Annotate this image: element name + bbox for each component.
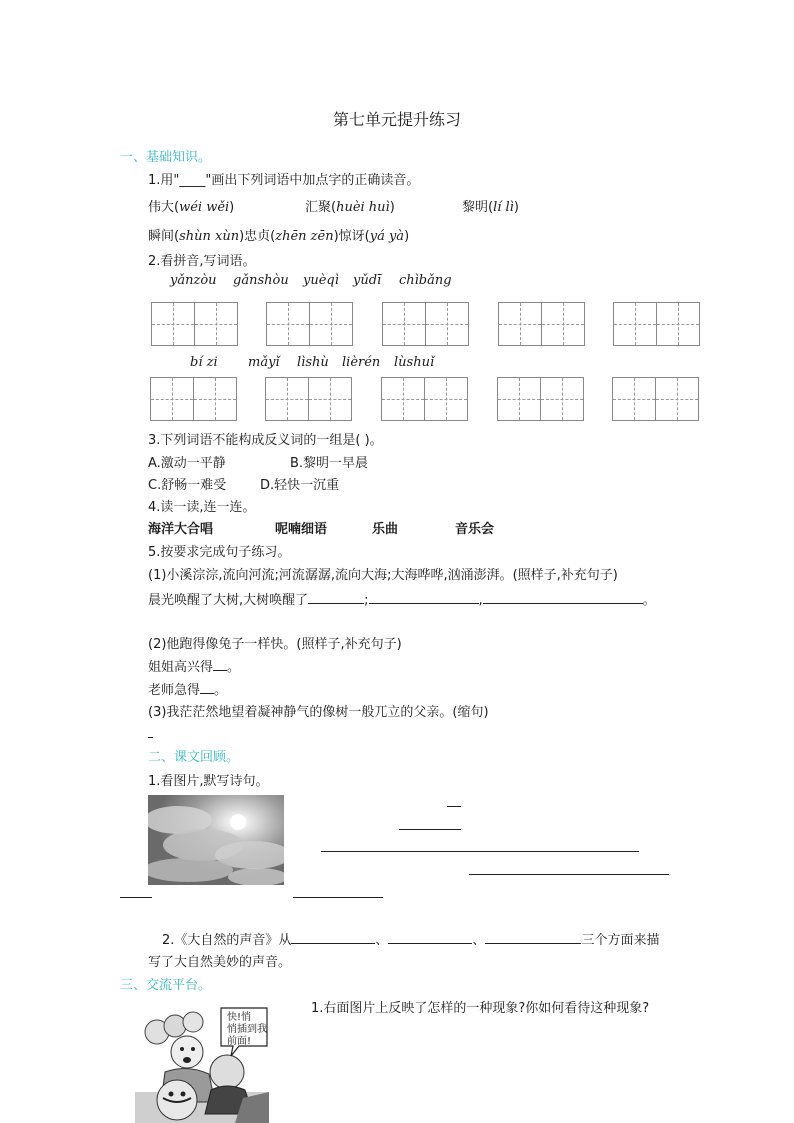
q3-option-b: B.黎明一早晨 xyxy=(290,456,369,471)
q1-item-1 xyxy=(148,196,234,215)
q1-pinyin: zhēn zēn xyxy=(275,229,334,244)
discussion-question-1: 1.右面图片上反映了怎样的一种现象?你如何看待这种现象? xyxy=(311,1001,650,1016)
answer-blank[interactable] xyxy=(213,658,227,671)
bubble-line: 前面! xyxy=(227,1036,252,1047)
q5-sentence-2: (2)他跑得像兔子一样快。(照样子,补充句子) xyxy=(148,637,402,652)
q1-item-3 xyxy=(462,196,519,215)
q5-sentence-3: (3)我茫茫然地望着凝神静气的像树一般兀立的父亲。(缩句) xyxy=(148,705,489,720)
section-heading-review: 二、课文回顾。 xyxy=(148,750,240,765)
writing-grid-10[interactable] xyxy=(612,377,699,421)
answer-blank[interactable] xyxy=(388,931,472,944)
question-4: 4.读一读,连一连。 xyxy=(148,500,256,515)
q1-paren: ) xyxy=(513,200,519,215)
q1-row2 xyxy=(148,225,409,244)
poem-line-blank[interactable] xyxy=(469,874,669,875)
writing-grid-2[interactable] xyxy=(266,302,353,346)
q1-word: 伟大( xyxy=(148,200,180,215)
poem-line-blank[interactable] xyxy=(293,897,383,898)
q1-item-2 xyxy=(305,196,395,215)
writing-grid-7[interactable] xyxy=(265,377,352,421)
question-5: 5.按要求完成句子练习。 xyxy=(148,545,291,560)
writing-grid-3[interactable] xyxy=(382,302,469,346)
q1-paren: ) xyxy=(229,200,235,215)
bubble-line: 快!悄 xyxy=(227,1012,252,1023)
q5-fill-2: 姐姐高兴得 。 xyxy=(148,660,241,675)
answer-blank[interactable] xyxy=(369,591,479,604)
q1-paren: ) xyxy=(404,229,410,244)
review-question-1: 1.看图片,默写诗句。 xyxy=(148,774,269,789)
q2-pinyin-2: gǎnshòu xyxy=(233,273,289,288)
answer-blank[interactable] xyxy=(291,931,375,944)
q2-pinyin-6: bí zi xyxy=(190,355,218,370)
writing-grid-5[interactable] xyxy=(613,302,700,346)
writing-grid-1[interactable] xyxy=(151,302,238,346)
sky-clouds-photo xyxy=(148,795,284,885)
q2-pinyin-8: lìshù xyxy=(297,355,329,370)
q1-word: 汇聚( xyxy=(305,200,337,215)
q2-pinyin-10: lùshuǐ xyxy=(394,355,435,370)
q1-word: 黎明( xyxy=(462,200,494,215)
q2-pinyin-5: chìbǎng xyxy=(399,273,452,288)
q2-pinyin-4: yǔdī xyxy=(353,273,382,288)
q4-item-3: 乐曲 xyxy=(372,522,399,537)
q4-item-4: 音乐会 xyxy=(455,522,495,537)
q1-pinyin: huèi huì xyxy=(336,200,390,215)
poem-line-blank[interactable] xyxy=(120,897,152,898)
q5-sentence-1: (1)小溪淙淙,流向河流;河流潺潺,流向大海;大海哗哗,汹涌澎湃。(照样子,补充句子) xyxy=(148,568,618,583)
speech-bubble xyxy=(227,1012,267,1048)
q1-paren: ) xyxy=(239,229,245,244)
q2-pinyin-9: lièrén xyxy=(342,355,381,370)
q1-pinyin: lí lì xyxy=(493,200,514,215)
r2-prefix: 2.《大自然的声音》从 xyxy=(162,933,292,948)
review-question-2-cont: 写了大自然美妙的声音。 xyxy=(148,955,292,970)
q1-pinyin: wéi wěi xyxy=(179,200,230,215)
q1-word: 惊讶( xyxy=(338,229,370,244)
q3-option-d: D.轻快一沉重 xyxy=(260,478,340,493)
q1-word: 忠贞( xyxy=(244,229,276,244)
q4-item-2: 呢喃细语 xyxy=(275,522,328,537)
poem-line-blank[interactable] xyxy=(399,829,461,830)
r2-suffix: 三个方面来描 xyxy=(581,933,660,948)
q1-pinyin: shùn xùn xyxy=(179,229,240,244)
writing-grid-9[interactable] xyxy=(497,377,584,421)
review-question-2: 2.《大自然的声音》从 、 、 三个方面来描 xyxy=(162,933,660,948)
answer-blank[interactable] xyxy=(485,931,581,944)
q5-fill-prefix: 老师急得 xyxy=(148,683,201,698)
writing-grid-4[interactable] xyxy=(498,302,585,346)
answer-blank[interactable] xyxy=(148,737,153,738)
q1-pinyin: yá yà xyxy=(369,229,405,244)
writing-grid-6[interactable] xyxy=(150,377,237,421)
question-1: 1.用"____"画出下列词语中加点字的正确读音。 xyxy=(148,173,420,188)
page-title: 第七单元提升练习 xyxy=(332,110,461,129)
poem-line-blank[interactable] xyxy=(321,851,639,852)
q2-pinyin-1: yǎnzòu xyxy=(170,273,217,288)
queue-jumping-cartoon xyxy=(135,1002,269,1123)
q1-paren: ) xyxy=(389,200,395,215)
q5-fill-prefix: 晨光唤醒了大树,大树唤醒了 xyxy=(148,593,309,608)
bubble-line: 悄插到我 xyxy=(227,1024,267,1035)
answer-blank[interactable] xyxy=(200,681,214,694)
answer-blank[interactable] xyxy=(308,591,364,604)
q2-pinyin-7: mǎyǐ xyxy=(248,355,280,370)
poem-line-blank[interactable] xyxy=(447,806,461,807)
q3-option-c: C.舒畅一难受 xyxy=(148,478,227,493)
answer-blank[interactable] xyxy=(483,591,643,604)
q5-fill-3: 老师急得 。 xyxy=(148,683,228,698)
question-3: 3.下列词语不能构成反义词的一组是( )。 xyxy=(148,433,383,448)
q3-option-a: A.激动一平静 xyxy=(148,456,226,471)
q5-fill-prefix: 姐姐高兴得 xyxy=(148,660,214,675)
q5-fill-1: 晨光唤醒了大树,大树唤醒了 ; , 。 xyxy=(148,593,656,608)
q4-item-1: 海洋大合唱 xyxy=(148,522,214,537)
writing-grid-8[interactable] xyxy=(381,377,468,421)
question-2: 2.看拼音,写词语。 xyxy=(148,254,256,269)
section-heading-basics: 一、基础知识。 xyxy=(120,150,212,165)
q2-pinyin-3: yuèqì xyxy=(303,273,339,288)
q1-paren: ) xyxy=(333,229,339,244)
q1-word: 瞬间( xyxy=(148,229,180,244)
section-heading-discussion: 三、交流平台。 xyxy=(120,978,212,993)
